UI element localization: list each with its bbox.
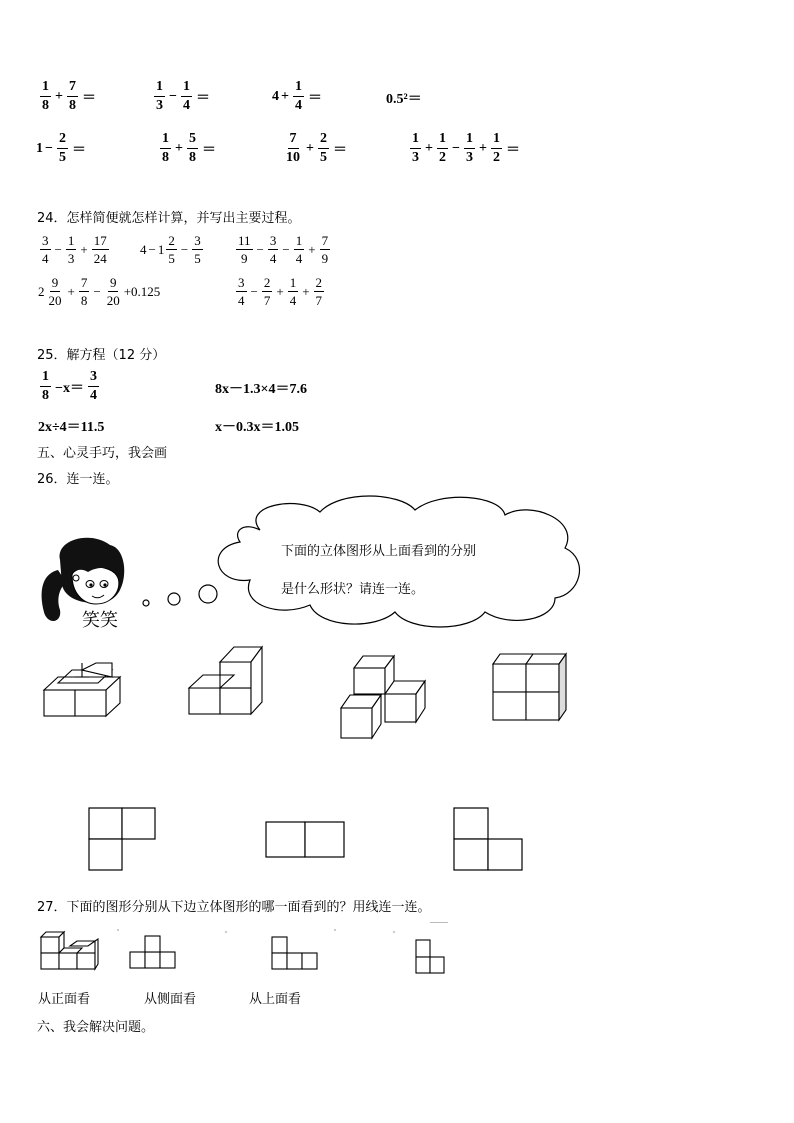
q24-expr-d: 2 $\frac{9}{20}$ + $\frac{7}{8}$ − $\frac{9}{20}$ +0.125 [38, 275, 161, 308]
scan-noise [117, 922, 448, 933]
calc-2-3: $\frac{7}{10}$ + $\frac{2}{5}$ ＝ [286, 131, 347, 165]
q25-eq-3: 2x÷4＝11.5 [38, 420, 105, 435]
q24-expr-e: $\frac{3}{4}$ − $\frac{2}{7}$ + $\frac{1}{4}$ + $\frac{2}{7}$ [238, 275, 323, 308]
calc-1-3: 4 + $\frac{1}{4}$ ＝ [272, 79, 322, 113]
q24-expr-b: 4 − 1 $\frac{2}{5}$ − $\frac{3}{5}$ [140, 233, 201, 266]
q25-eq-4: x－0.3x＝1.05 [215, 420, 299, 435]
label-top-view: 从上面看 [249, 992, 302, 1007]
q27-view-b [272, 937, 317, 969]
q24-title: 24．怎样简便就怎样计算，并写出主要过程。 [37, 211, 301, 226]
q27-solid-figure [41, 932, 98, 969]
q27-view-c [416, 940, 444, 973]
q25-eq-2: 8x－1.3×4＝7.6 [215, 382, 307, 397]
q24-expr-c: $\frac{11}{9}$ − $\frac{3}{4}$ − $\frac{1}{4}$ + $\frac{7}{9}$ [238, 233, 329, 266]
section-5-heading: 五、心灵手巧，我会画 [37, 446, 168, 461]
bubble-text-line2: 是什么形状？请连一连。 [281, 582, 425, 597]
q25-title: 25．解方程（12 分） [37, 348, 166, 363]
calc-1-2: $\frac{1}{3}$ − $\frac{1}{4}$ ＝ [156, 79, 210, 113]
label-side-view: 从侧面看 [144, 992, 197, 1007]
q24-expr-a: $\frac{3}{4}$ − $\frac{1}{3}$ + $\frac{17}{24}$ [42, 233, 107, 266]
q27-title: 27．下面的图形分别从下边立体图形的哪一面看到的？用线连一连。 [37, 900, 431, 915]
q26-title: 26．连一连。 [37, 472, 119, 487]
calc-1-4: 0.5²＝ [386, 92, 422, 107]
calc-2-4: $\frac{1}{3}$ + $\frac{1}{2}$ − $\frac{1}{3}$ + $\frac{1}{2}$ ＝ [412, 131, 520, 165]
girl-name-label: 笑笑 [82, 610, 118, 631]
q27-view-a [130, 936, 175, 968]
label-front-view: 从正面看 [38, 992, 91, 1007]
calc-2-1: 1 − $\frac{2}{5}$ ＝ [36, 131, 86, 165]
calc-1-1: $\frac{1}{8}$ + $\frac{7}{8}$ ＝ [42, 79, 96, 113]
calc-2-2: $\frac{1}{8}$ + $\frac{5}{8}$ ＝ [162, 131, 216, 165]
q25-eq-1: $\frac{1}{8}$ −x＝ $\frac{3}{4}$ [42, 369, 97, 403]
bubble-text-line1: 下面的立体图形从上面看到的分别 [281, 544, 477, 559]
section-6-heading: 六、我会解决问题。 [37, 1020, 155, 1035]
